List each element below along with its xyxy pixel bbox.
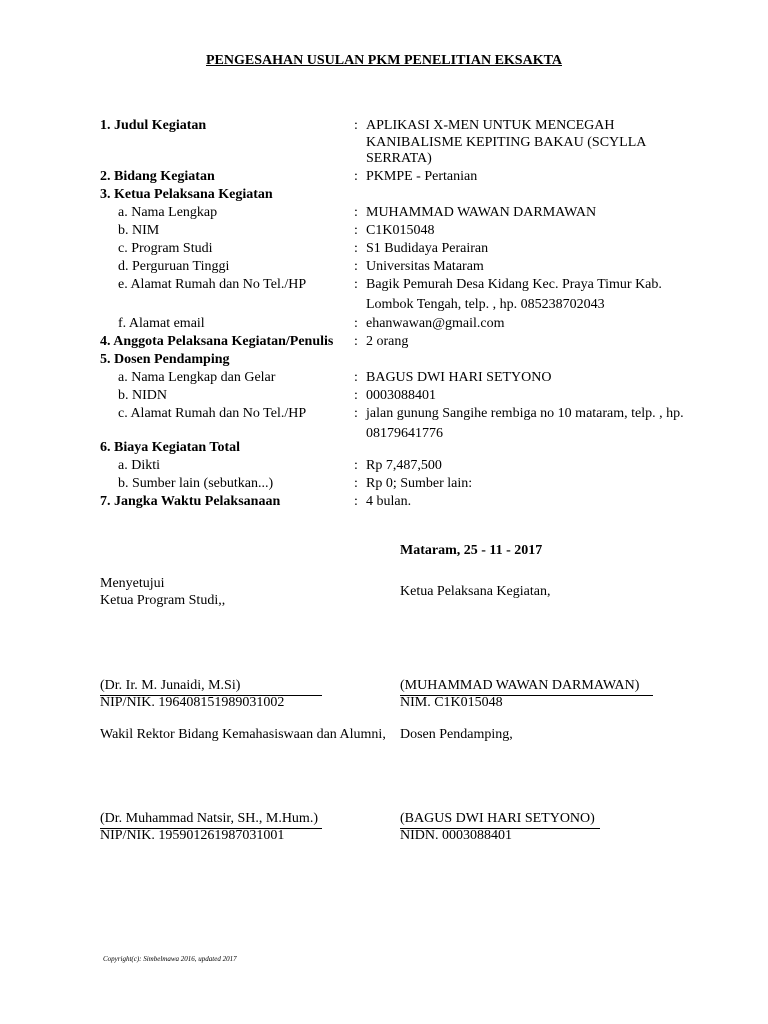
label-bidang: 2. Bidang Kegiatan [100,169,215,184]
colon: : [354,205,358,220]
label-dosen-alamat: c. Alamat Rumah dan No Tel./HP [118,406,307,421]
sig-right2-name-text: (BAGUS DWI HARI SETYONO) [400,810,600,829]
value-dosen-nidn: 0003088401 [366,388,436,403]
sig-left1-id: NIP/NIK. 196408151989031002 [100,695,285,710]
sig-left2-name-text: (Dr. Muhammad Natsir, SH., M.Hum.) [100,810,322,829]
colon: : [354,169,358,184]
sig-right2-id: NIDN. 0003088401 [400,828,512,843]
sig-left1-line2: Ketua Program Studi,, [100,593,226,608]
label-ketua-email: f. Alamat email [118,316,205,331]
value-ketua-alamat-line2: Lombok Tengah, telp. , hp. 085238702043 [366,297,605,312]
label-ketua-nim: b. NIM [118,223,160,238]
sig-right1-role: Ketua Pelaksana Kegiatan, [400,584,551,599]
value-judul-line3: SERRATA) [366,151,432,166]
value-biaya-dikti: Rp 7,487,500 [366,458,442,473]
colon: : [354,494,358,509]
colon: : [354,259,358,274]
sig-left1-line1: Menyetujui [100,576,165,591]
colon: : [354,316,358,331]
colon: : [354,241,358,256]
value-judul-line1: APLIKASI X-MEN UNTUK MENCEGAH [366,118,615,133]
value-ketua-nama: MUHAMMAD WAWAN DARMAWAN [366,205,597,220]
sig-left1-name-text: (Dr. Ir. M. Junaidi, M.Si) [100,677,322,696]
value-ketua-email: ehanwawan@gmail.com [366,316,505,331]
colon: : [354,118,358,133]
value-ketua-prodi: S1 Budidaya Perairan [366,241,489,256]
label-biaya-dikti: a. Dikti [118,458,160,473]
sig-right1-name-text: (MUHAMMAD WAWAN DARMAWAN) [400,677,653,696]
label-ketua-alamat: e. Alamat Rumah dan No Tel./HP [118,277,307,292]
colon: : [354,388,358,403]
value-ketua-alamat-line1: Bagik Pemurah Desa Kidang Kec. Praya Timur Kab. [366,277,662,292]
colon: : [354,370,358,385]
colon: : [354,334,358,349]
copyright-footer: Copyright(c): Simbelmawa 2016, updated 2017 [103,955,237,963]
label-ketua-nama: a. Nama Lengkap [118,205,218,220]
colon: : [354,476,358,491]
label-judul: 1. Judul Kegiatan [100,118,207,133]
label-dosen-nama: a. Nama Lengkap dan Gelar [118,370,276,385]
value-ketua-pt: Universitas Mataram [366,259,484,274]
value-anggota: 2 orang [366,334,409,349]
label-dosen-nidn: b. NIDN [118,388,167,403]
value-ketua-nim: C1K015048 [366,223,435,238]
place-date: Mataram, 25 - 11 - 2017 [400,543,543,558]
label-ketua-prodi: c. Program Studi [118,241,213,256]
colon: : [354,277,358,292]
label-jangka: 7. Jangka Waktu Pelaksanaan [100,494,281,509]
value-dosen-nama: BAGUS DWI HARI SETYONO [366,370,552,385]
value-dosen-alamat-line1: jalan gunung Sangihe rembiga no 10 mataram, telp. , hp. [366,406,684,421]
label-anggota: 4. Anggota Pelaksana Kegiatan/Penulis [100,334,334,349]
sig-left2-id: NIP/NIK. 195901261987031001 [100,828,285,843]
sig-right1-id: NIM. C1K015048 [400,695,503,710]
value-bidang: PKMPE - Pertanian [366,169,478,184]
heading-ketua: 3. Ketua Pelaksana Kegiatan [100,187,273,202]
value-jangka: 4 bulan. [366,494,412,509]
colon: : [354,223,358,238]
colon: : [354,458,358,473]
heading-dosen: 5. Dosen Pendamping [100,352,230,367]
heading-biaya: 6. Biaya Kegiatan Total [100,440,241,455]
sig-left2-role: Wakil Rektor Bidang Kemahasiswaan dan Alumni, [100,727,386,742]
sig-right2-role: Dosen Pendamping, [400,727,513,742]
label-ketua-pt: d. Perguruan Tinggi [118,259,230,274]
colon: : [354,406,358,421]
value-dosen-alamat-line2: 08179641776 [366,426,443,441]
value-biaya-lain: Rp 0; Sumber lain: [366,476,473,491]
label-biaya-lain: b. Sumber lain (sebutkan...) [118,476,274,491]
page-title: PENGESAHAN USULAN PKM PENELITIAN EKSAKTA [205,53,562,68]
value-judul-line2: KANIBALISME KEPITING BAKAU (SCYLLA [366,135,647,150]
